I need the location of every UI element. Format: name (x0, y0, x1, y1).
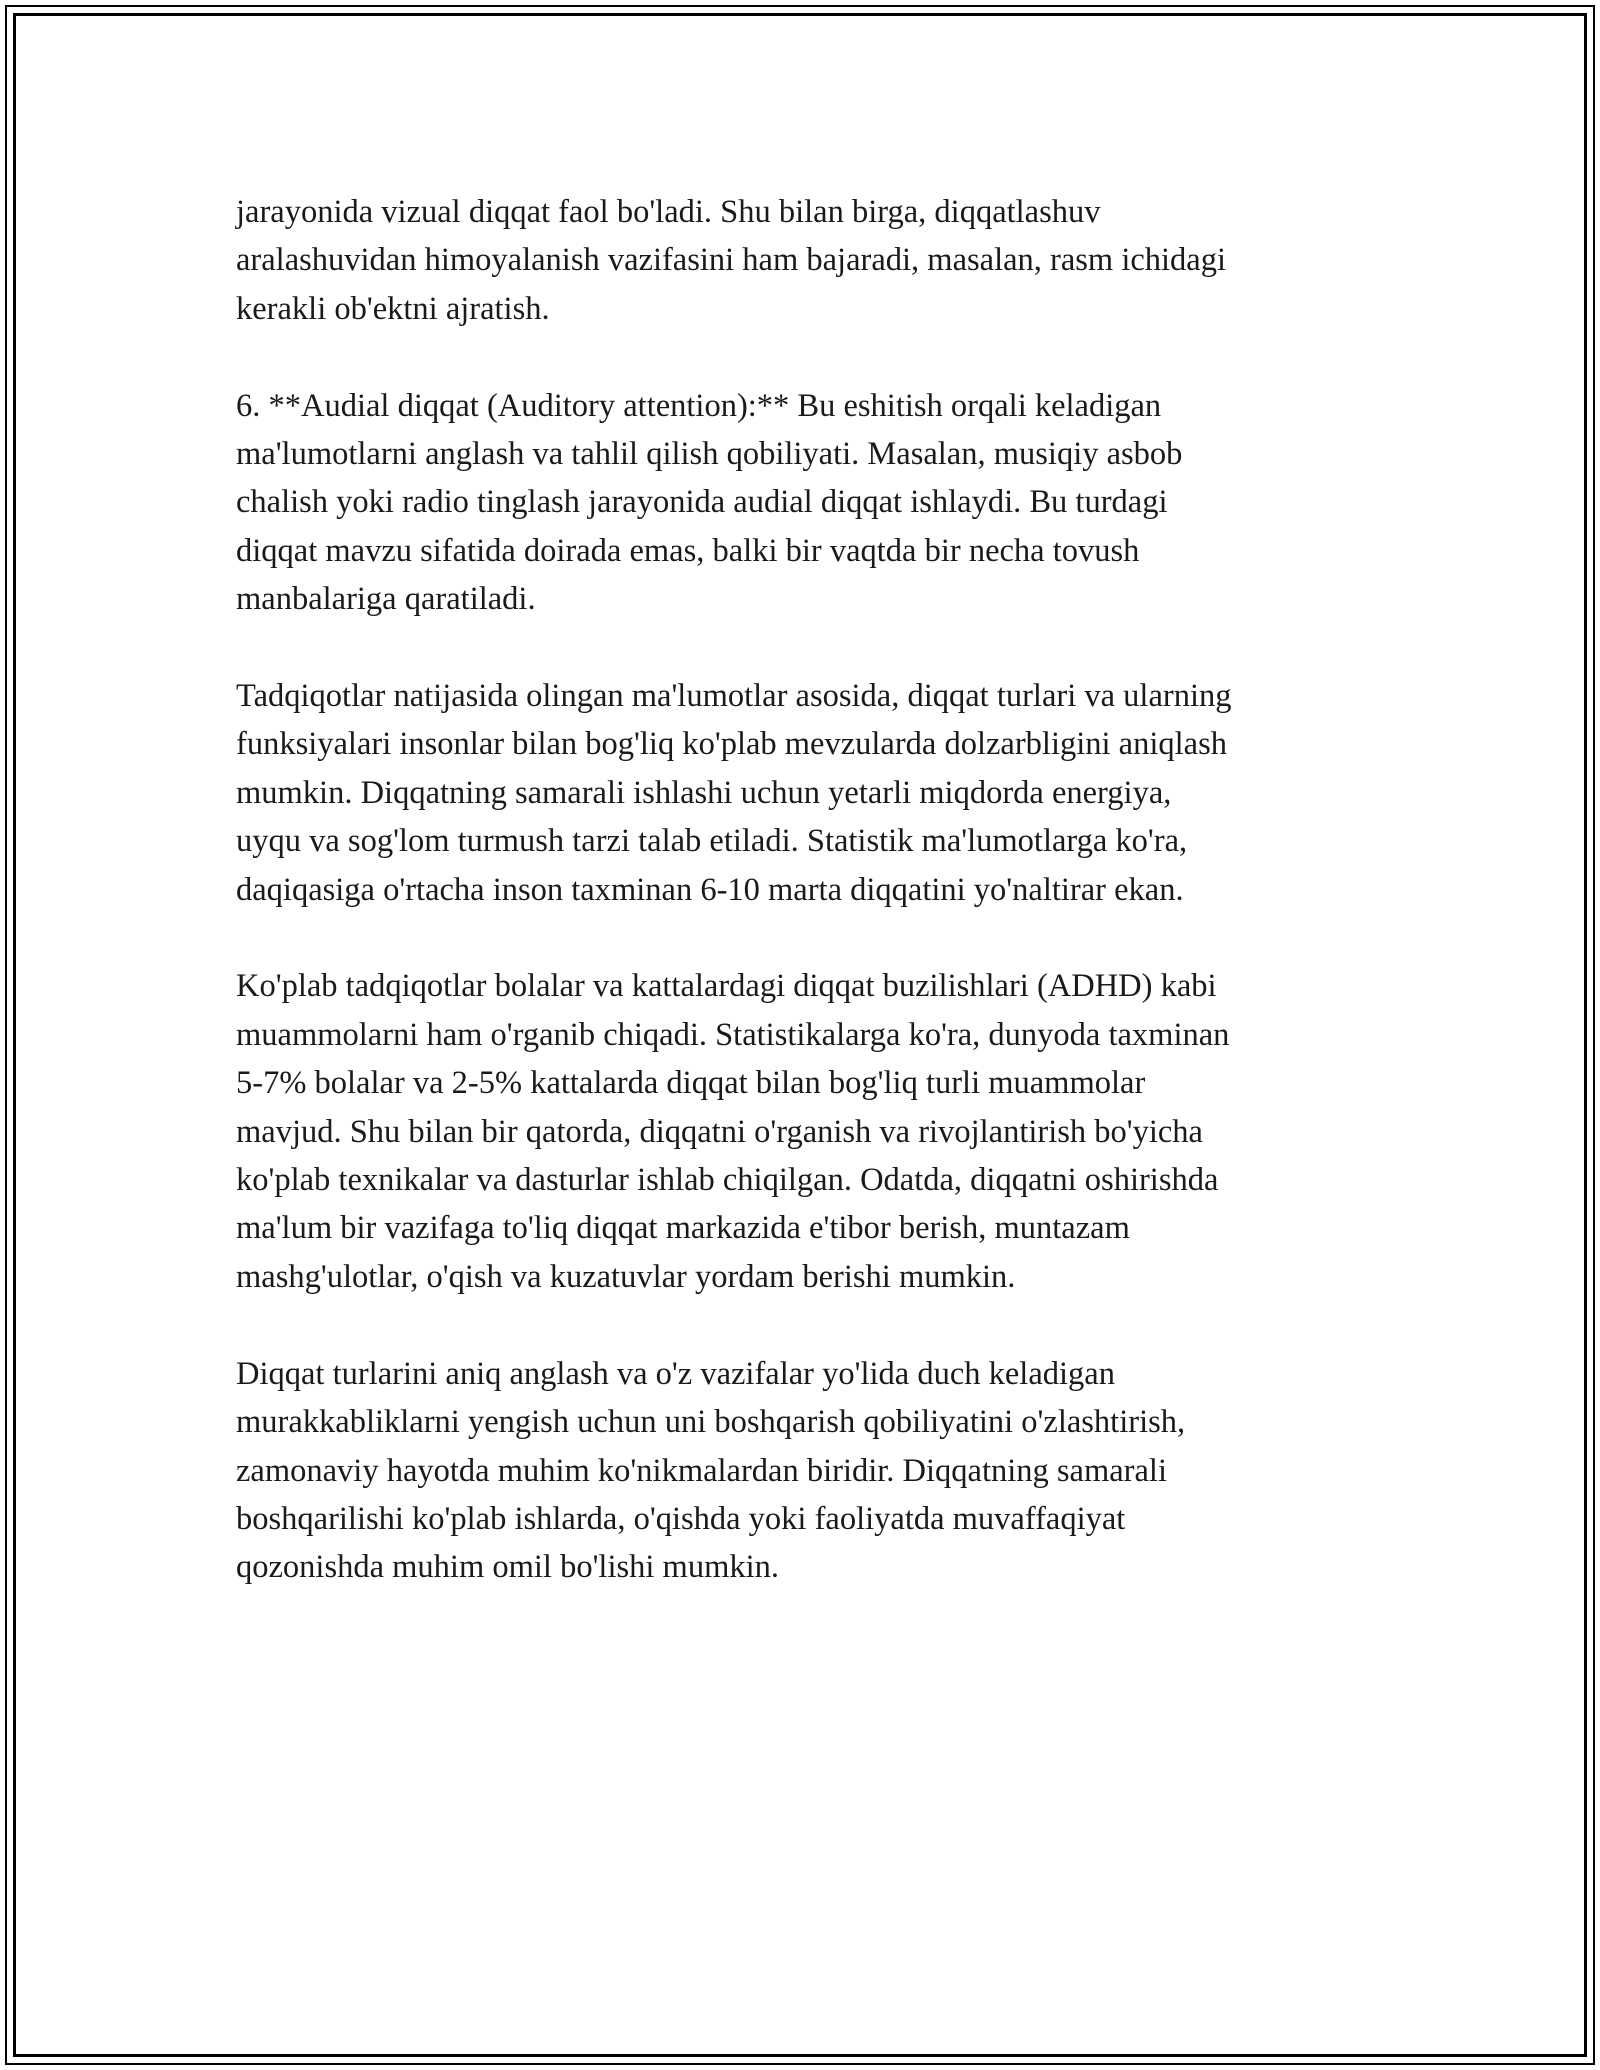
text-line: muammolarni ham o'rganib chiqadi. Statistikalarga ko'ra, dunyoda taxminan (236, 1016, 1230, 1053)
text-line: qozonishda muhim omil bo'lishi mumkin. (236, 1549, 780, 1586)
text-line: Ko'plab tadqiqotlar bolalar va kattalardagi diqqat buzilishlari (ADHD) kabi (236, 968, 1217, 1005)
paragraph-research-findings (236, 672, 1386, 914)
text-line: manbalariga qaratiladi. (236, 581, 536, 618)
text-line: ko'plab texnikalar va dasturlar ishlab chiqilgan. Odatda, diqqatni oshirishda (236, 1162, 1219, 1199)
paragraph-conclusion (236, 1350, 1386, 1592)
text-line: mashg'ulotlar, o'qish va kuzatuvlar yordam berishi mumkin. (236, 1258, 1016, 1295)
text-line: funksiyalari insonlar bilan bog'liq ko'plab mevzularda dolzarbligini aniqlash (236, 726, 1227, 763)
paragraph-auditory-attention (236, 382, 1386, 624)
text-line: diqqat mavzu sifatida doirada emas, balki bir vaqtda bir necha tovush (236, 532, 1140, 569)
text-line: jarayonida vizual diqqat faol bo'ladi. Shu bilan birga, diqqatlashuv (236, 194, 1101, 230)
paragraph-adhd (236, 962, 1386, 1301)
text-line: daqiqasiga o'rtacha inson taxminan 6-10 marta diqqatini yo'naltirar ekan. (236, 871, 1184, 908)
text-line: 5-7% bolalar va 2-5% kattalarda diqqat bilan bog'liq turli muammolar (236, 1065, 1146, 1102)
text-line: ma'lumotlarni anglash va tahlil qilish qobiliyati. Masalan, musiqiy asbob (236, 436, 1183, 473)
text-line: murakkabliklarni yengish uchun uni boshqarish qobiliyatini o'zlashtirish, (236, 1404, 1186, 1441)
text-line: aralashuvidan himoyalanish vazifasini ham bajaradi, masalan, rasm ichidagi (236, 242, 1227, 279)
text-line: ma'lum bir vazifaga to'liq diqqat markazida e'tibor berish, muntazam (236, 1210, 1130, 1247)
document-body (236, 188, 1386, 1640)
paragraph-visual-attention-end (236, 188, 1386, 333)
text-line: 6. **Audial diqqat (Auditory attention):** Bu eshitish orqali keladigan (236, 387, 1162, 424)
text-line: uyqu va sog'lom turmush tarzi talab etiladi. Statistik ma'lumotlarga ko'ra, (236, 823, 1188, 860)
text-line: Tadqiqotlar natijasida olingan ma'lumotlar asosida, diqqat turlari va ularning (236, 678, 1232, 715)
text-line: kerakli ob'ektni ajratish. (236, 290, 550, 327)
text-line: Diqqat turlarini aniq anglash va o'z vazifalar yo'lida duch keladigan (236, 1355, 1115, 1392)
text-line: zamonaviy hayotda muhim ko'nikmalardan biridir. Diqqatning samarali (236, 1452, 1167, 1489)
text-line: boshqarilishi ko'plab ishlarda, o'qishda yoki faoliyatda muvaffaqiyat (236, 1500, 1126, 1537)
text-line: chalish yoki radio tinglash jarayonida audial diqqat ishlaydi. Bu turdagi (236, 484, 1168, 521)
text-line: mavjud. Shu bilan bir qatorda, diqqatni o'rganish va rivojlantirish bo'yicha (236, 1113, 1203, 1150)
text-line: mumkin. Diqqatning samarali ishlashi uchun yetarli miqdorda energiya, (236, 774, 1172, 811)
